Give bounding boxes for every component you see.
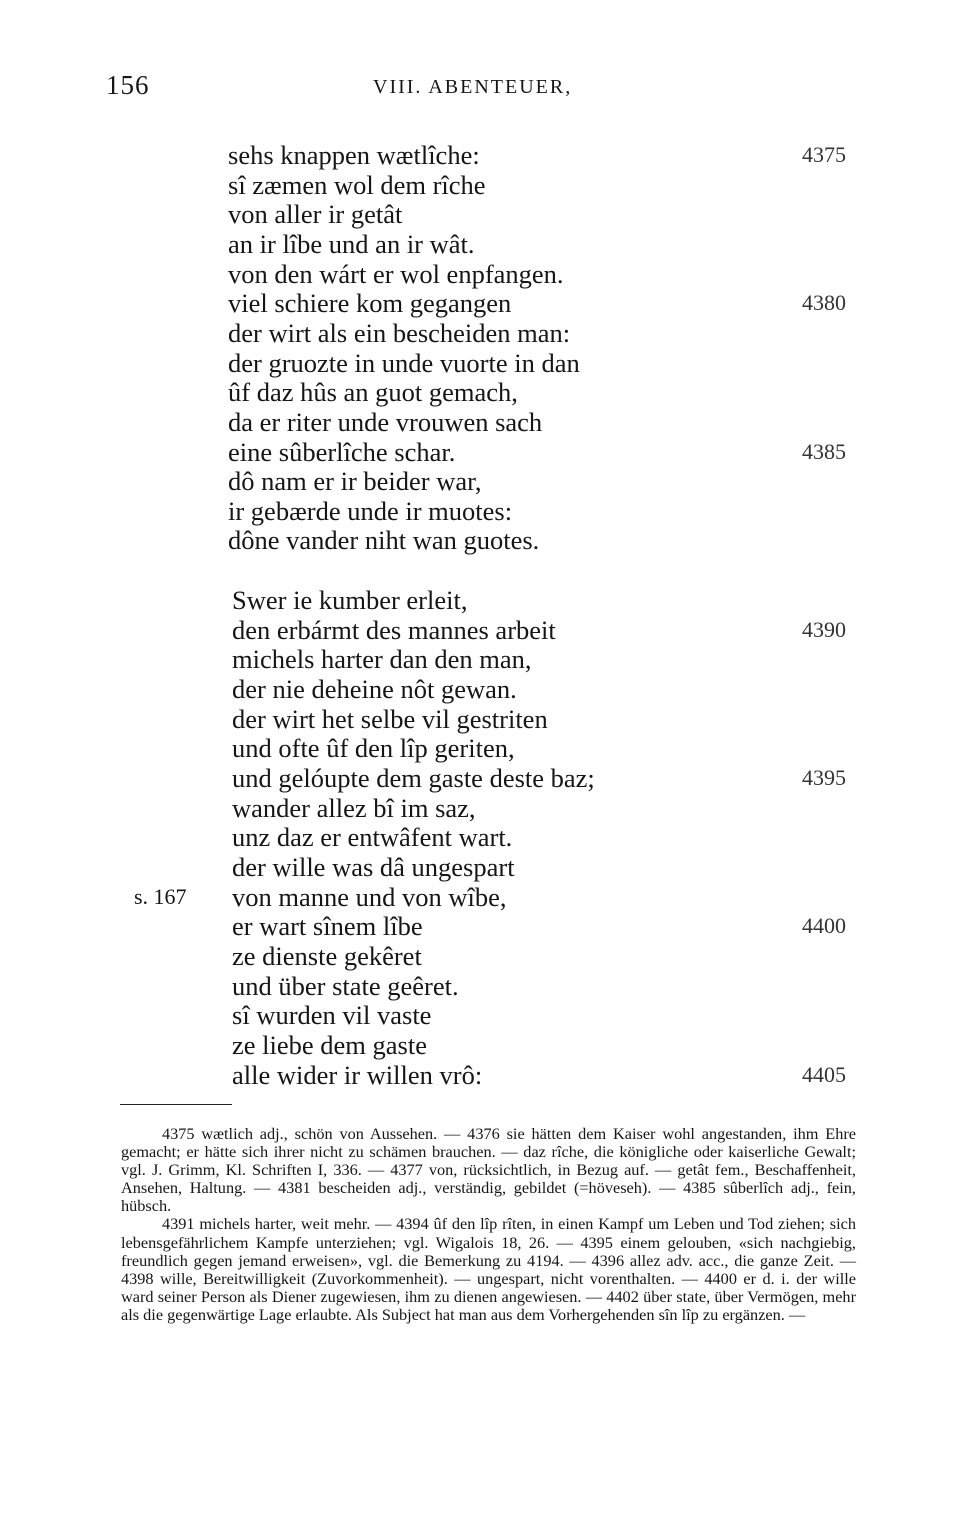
verse-line bbox=[0, 852, 960, 882]
verse-line bbox=[0, 318, 960, 348]
verse-line bbox=[0, 941, 960, 971]
verse-text: unz daz er entwâfent wart. bbox=[232, 822, 513, 853]
verse-line bbox=[0, 199, 960, 229]
verse-text: und über state geêret. bbox=[232, 970, 459, 1001]
verse-text: ze dienste gekêret bbox=[232, 940, 422, 971]
footnotes bbox=[121, 1125, 856, 1324]
verse-line bbox=[0, 525, 960, 555]
verse-text: da er riter unde vrouwen sach bbox=[228, 406, 543, 437]
verse-text: eine sûberlîche schar. bbox=[228, 436, 456, 467]
verse-text: der wirt als ein bescheiden man: bbox=[228, 317, 571, 348]
verse-line bbox=[0, 733, 960, 763]
verse-text: sî wurden vil vaste bbox=[232, 1000, 432, 1031]
verse-text: alle wider ir willen vrô: bbox=[232, 1059, 483, 1090]
verse-number: 4385 bbox=[802, 438, 846, 464]
verse-line bbox=[0, 407, 960, 437]
verse-text: michels harter dan den man, bbox=[232, 644, 532, 675]
verse-line bbox=[0, 763, 960, 793]
verse-line bbox=[0, 348, 960, 378]
verse-text: sehs knappen wætlîche: bbox=[228, 140, 480, 170]
verse-text: und ofte ûf den lîp geriten, bbox=[232, 733, 515, 764]
running-head: VIII. ABENTEUER, bbox=[373, 76, 573, 98]
verse-line bbox=[0, 288, 960, 318]
verse-line bbox=[0, 140, 960, 170]
verse-number: 4390 bbox=[802, 616, 846, 642]
verse-number: 4375 bbox=[802, 142, 846, 167]
verse-line bbox=[0, 496, 960, 526]
verse-line bbox=[0, 259, 960, 289]
verse-line bbox=[0, 674, 960, 704]
verse-text: Swer ie kumber erleit, bbox=[232, 585, 468, 616]
verse-text: ûf daz hûs an guot gemach, bbox=[228, 377, 518, 408]
verse-line bbox=[0, 882, 960, 912]
verse-line bbox=[0, 911, 960, 941]
verse-text: dône vander niht wan guotes. bbox=[228, 525, 540, 556]
footnote-paragraph: 4375 wætlich adj., schön von Aussehen. — 4376 sie hätten dem Kaiser wohl angestanden, ihm Ehre gemacht; er hätte sich ihrer nicht zu schämen brauchen. — daz rîche, die königliche oder kaiserliche Gewalt; vgl. J. Grimm, Kl. Schriften I, 336. — 4377 von, rücksichtlich, in Bezug auf. — getât fem., Beschaffenheit, Ansehen, Haltung. — 4381 bescheiden adj., verständig, gebildet (=höveseh). — 4385 sûberlîch adj., fein, hübsch. bbox=[121, 1124, 856, 1216]
verse-text: dô nam er ir beider war, bbox=[228, 466, 482, 497]
verse-line bbox=[0, 437, 960, 467]
verse-line bbox=[0, 466, 960, 496]
verse-line bbox=[0, 971, 960, 1001]
verse-text: viel schiere kom gegangen bbox=[228, 288, 512, 319]
verse-text: er wart sînem lîbe bbox=[232, 911, 423, 942]
verse-line bbox=[0, 377, 960, 407]
verse-line bbox=[0, 793, 960, 823]
verse-line bbox=[0, 1000, 960, 1030]
verse-line bbox=[0, 1030, 960, 1060]
page-header bbox=[0, 70, 960, 110]
page-number: 156 bbox=[106, 70, 150, 100]
verse-line bbox=[0, 1060, 960, 1090]
verse-text: von den wárt er wol enpfangen. bbox=[228, 258, 564, 289]
verse-text: sî zæmen wol dem rîche bbox=[228, 169, 486, 200]
verse-text: der wirt het selbe vil gestriten bbox=[232, 703, 548, 734]
verse-text: wander allez bî im saz, bbox=[232, 792, 476, 823]
verse-line bbox=[0, 822, 960, 852]
verse-number: 4400 bbox=[802, 913, 846, 939]
footnote-paragraph: 4391 michels harter, weit mehr. — 4394 ûf den lîp rîten, in einen Kampf um Leben und Tod ziehen; sich lebensgefährlichem Kampfe unterziehen; vgl. Wigalois 18, 26. — 4395 einem gelouben, «sich nachgiebig, freundlich gegen jemand erweisen», vgl. die Bemerkung zu 4194. — 4396 allez adv. acc., die ganze Zeit. — 4398 wille, Bereitwilligkeit (Zuvorkommenheit). — ungespart, nicht vorenthalten. — 4400 er d. i. der wille ward seiner Person als Diener zugewiesen, ihm zu dienen angewiesen. — 4402 über state, über Vermögen, mehr als die gegenwärtige Lage erlaubte. Als Subject hat man aus dem Vorhergehenden sîn lîp zu ergänzen. — bbox=[121, 1214, 856, 1324]
margin-page-reference: s. 167 bbox=[134, 883, 187, 909]
footnote-rule bbox=[120, 1104, 232, 1105]
verse-line bbox=[0, 644, 960, 674]
verse-text: der nie deheine nôt gewan. bbox=[232, 674, 517, 705]
verse-line bbox=[0, 615, 960, 645]
verse-text: ir gebærde unde ir muotes: bbox=[228, 495, 513, 526]
verse-line bbox=[0, 704, 960, 734]
verse-text: der gruozte in unde vuorte in dan bbox=[228, 347, 580, 378]
verse-text: ze liebe dem gaste bbox=[232, 1029, 427, 1060]
verse-text: der wille was dâ ungespart bbox=[232, 851, 515, 882]
verse-text: von manne und von wîbe, bbox=[232, 881, 507, 912]
verse-line bbox=[0, 585, 960, 615]
verse-text: von aller ir getât bbox=[228, 199, 403, 230]
verse-text: an ir lîbe und an ir wât. bbox=[228, 228, 475, 259]
verse-number: 4395 bbox=[802, 765, 846, 790]
verse-line bbox=[0, 229, 960, 259]
verse-number: 4405 bbox=[802, 1061, 846, 1087]
verse-number: 4380 bbox=[802, 290, 846, 316]
verse-line bbox=[0, 170, 960, 200]
verse-text: und gelóupte dem gaste deste baz; bbox=[232, 763, 595, 793]
verse-text: den erbármt des mannes arbeit bbox=[232, 614, 556, 645]
